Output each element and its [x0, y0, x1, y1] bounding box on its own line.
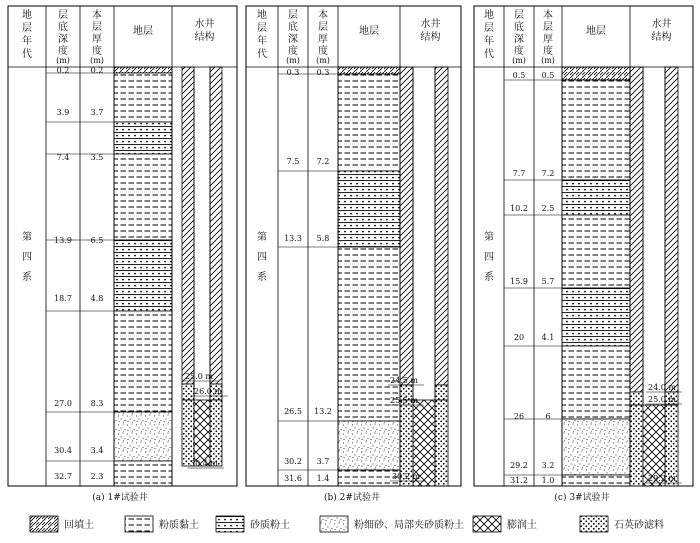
header-thickness [318, 8, 328, 57]
layer-thickness: 4.8 [90, 294, 104, 303]
header-thickness: 度 [543, 46, 553, 57]
header-era: 层 [22, 23, 32, 34]
layer-thickness: 6.5 [90, 236, 104, 245]
header-thickness: 度 [92, 46, 102, 57]
era-label: 系 [257, 272, 267, 283]
header-thickness: 本 [92, 10, 102, 21]
era-label: 系 [484, 272, 494, 283]
header-era: 地 [484, 10, 494, 21]
era-label: 系 [22, 272, 32, 283]
header-bottom-depth: 深 [288, 34, 298, 45]
header-era [257, 8, 267, 60]
well-casing-left [400, 67, 413, 385]
legend-label: 砂质粉土 [250, 520, 290, 531]
well-depth-label: 25.5 m [390, 396, 418, 405]
stratum-layer-sandy [114, 122, 172, 154]
layer-thickness: 0.2 [90, 66, 104, 75]
legend-label: 粉细砂、局部夹砂质粉土 [354, 520, 464, 531]
well-depth-label: 25.0 m [648, 395, 676, 404]
well-casing-left [182, 67, 194, 384]
header-bottom-depth: 底 [288, 22, 298, 33]
layer-bottom-depth: 13.9 [54, 236, 72, 245]
header-bottom-depth: 底 [58, 22, 68, 33]
header-bottom-depth: 层 [58, 10, 68, 21]
layer-bottom-depth: 31.2 [510, 476, 528, 485]
stratum-layer-clay [562, 346, 630, 419]
stratum-layer-clay [114, 311, 172, 412]
layer-thickness: 0.3 [316, 68, 330, 77]
legend-label: 粉质黏土 [159, 520, 199, 531]
era-label: 第 [22, 232, 32, 243]
stratum-layer-fine_sand [114, 412, 172, 461]
panel-caption: (a) 1#试验井 [92, 493, 148, 503]
panel-caption: (b) 2#试验井 [324, 493, 380, 503]
layer-bottom-depth: 32.7 [54, 472, 72, 481]
header-bottom-depth: 层 [288, 10, 298, 21]
layer-thickness: 3.2 [541, 461, 555, 470]
layer-thickness: 1.0 [541, 476, 555, 485]
legend-swatch-fill [30, 516, 58, 532]
layer-bottom-depth: 26 [513, 412, 525, 421]
header-thickness: 厚 [92, 34, 102, 45]
layer-bottom-depth: 27.0 [54, 399, 72, 408]
header-thickness [543, 8, 553, 57]
header-well: 水井 [194, 19, 215, 30]
well-panel-3 [474, 6, 693, 503]
stratum-layer-clay [562, 215, 630, 288]
quartz-filter-right [435, 400, 448, 486]
era-label: 四 [484, 252, 494, 263]
header-bottom-depth: 度 [58, 46, 68, 57]
stratum-layer-fine_sand [562, 419, 630, 475]
header-era: 年 [484, 36, 494, 47]
stratum-layer-sandy [338, 171, 400, 247]
legend-swatch-clay [125, 516, 153, 532]
bentonite-seal-left [630, 392, 643, 405]
well-depth-label: 29.2 m [648, 474, 676, 483]
header-well: 水井 [651, 19, 672, 30]
panel-caption: (c) 3#试验井 [554, 493, 610, 503]
layer-bottom-depth: 15.9 [510, 277, 528, 286]
layer-bottom-depth: 7.7 [512, 169, 526, 178]
layer-bottom-depth: 30.4 [54, 446, 72, 455]
layer-thickness: 2.5 [541, 204, 555, 213]
stratum-layer-sandy [562, 288, 630, 346]
layer-thickness: 7.2 [316, 157, 330, 166]
stratum-layer-clay [114, 73, 172, 122]
screen-section [194, 400, 210, 466]
header-well: 结构 [194, 32, 215, 43]
header-bottom-depth [58, 9, 68, 57]
legend-swatch-sandy [216, 516, 244, 532]
layer-bottom-depth: 0.5 [512, 71, 526, 80]
header-bottom-depth: 度 [288, 46, 298, 57]
layer-bottom-depth: 29.2 [510, 461, 528, 470]
well-casing-right [665, 67, 678, 392]
stratum-layer-fine_sand [338, 421, 400, 470]
era-label: 第 [257, 232, 267, 243]
layer-bottom-depth: 26.5 [284, 407, 302, 416]
layer-bottom-depth: 30.2 [284, 457, 302, 466]
layer-bottom-depth: 7.5 [286, 157, 300, 166]
era-label: 第 [484, 232, 494, 243]
well-casing-right [210, 67, 222, 384]
header-well: 结构 [651, 32, 672, 43]
layer-thickness: 0.5 [541, 71, 555, 80]
layer-thickness: 3.7 [90, 108, 104, 117]
header-bottom-depth [288, 9, 298, 57]
header-era: 地 [22, 10, 32, 21]
stratum-layer-clay [562, 80, 630, 180]
legend-label: 石英砂滤料 [614, 520, 664, 531]
layer-bottom-depth: 20 [513, 333, 525, 342]
header-era: 地 [257, 10, 267, 21]
header-thickness [92, 8, 102, 57]
header-stratum: 地层 [133, 26, 153, 37]
stratum-layer-fill [114, 67, 172, 73]
stratum-layer-clay [562, 475, 630, 486]
header-well: 结构 [420, 32, 441, 43]
well-casing-right [435, 67, 448, 385]
stratum-layer-sandy [114, 240, 172, 311]
legend-label: 膨润土 [507, 520, 537, 531]
header-bottom-depth [514, 9, 524, 57]
header-era [484, 8, 494, 60]
era-label: 四 [257, 252, 267, 263]
header-era: 年 [22, 36, 32, 47]
well-depth-label: 25.0 m [185, 372, 213, 381]
header-bottom-depth-unit: (m) [512, 56, 526, 65]
header-thickness: 本 [543, 10, 553, 21]
layer-thickness: 6 [545, 412, 551, 421]
bentonite-seal-right [435, 385, 448, 400]
header-bottom-depth: 深 [58, 34, 68, 45]
header-thickness: 本 [318, 10, 328, 21]
layer-thickness: 3.4 [90, 446, 104, 455]
header-era: 层 [257, 23, 267, 34]
era-label: 四 [22, 252, 32, 263]
era-label [484, 230, 494, 283]
header-era [22, 8, 32, 60]
header-thickness: 厚 [543, 34, 553, 45]
quartz-filter-left [630, 405, 643, 486]
quartz-filter-left [182, 400, 194, 466]
layer-bottom-depth: 10.2 [510, 204, 528, 213]
header-era: 代 [22, 49, 32, 60]
layer-thickness: 8.3 [90, 399, 104, 408]
layer-bottom-depth: 3.9 [56, 108, 70, 117]
header-bottom-depth: 底 [514, 22, 524, 33]
well-depth-label: 24.5 m [390, 376, 418, 385]
header-bottom-depth-unit: (m) [286, 56, 300, 65]
stratum-layer-clay [338, 74, 400, 171]
header-era: 代 [257, 49, 267, 60]
layer-thickness: 5.8 [316, 234, 330, 243]
layer-thickness: 3.7 [316, 457, 330, 466]
header-thickness: 厚 [318, 34, 328, 45]
layer-bottom-depth: 0.3 [286, 68, 300, 77]
well-depth-label: 26.0 m [194, 387, 222, 396]
well-casing-left [630, 67, 643, 392]
header-thickness-unit: (m) [316, 56, 330, 65]
header-bottom-depth-unit: (m) [56, 56, 70, 65]
header-era: 层 [484, 23, 494, 34]
layer-thickness: 4.1 [541, 333, 555, 342]
header-thickness-unit: (m) [541, 56, 555, 65]
header-thickness: 层 [318, 22, 328, 33]
stratum-layer-clay [338, 470, 400, 486]
legend-swatch-quartz [580, 516, 608, 532]
layer-thickness: 13.2 [314, 407, 332, 416]
stratum-layer-clay [338, 247, 400, 421]
layer-bottom-depth: 13.3 [284, 234, 302, 243]
header-stratum: 地层 [586, 26, 606, 37]
well-depth-label: 30.2 m [392, 472, 420, 481]
header-era: 年 [257, 36, 267, 47]
era-label [22, 230, 32, 283]
well-depth-label: 24.0 m [648, 383, 676, 392]
layer-thickness: 7.2 [541, 169, 555, 178]
quartz-filter-right [210, 400, 222, 466]
header-bottom-depth: 层 [514, 10, 524, 21]
stratum-layer-fill [338, 67, 400, 74]
header-bottom-depth: 度 [514, 46, 524, 57]
layer-bottom-depth: 31.6 [284, 474, 302, 483]
legend [30, 516, 664, 532]
legend-swatch-fine_sand [320, 516, 348, 532]
stratum-layer-fill [562, 67, 630, 80]
well-panel-2 [246, 6, 461, 503]
well-panel-1 [8, 6, 237, 503]
header-era: 代 [484, 49, 494, 60]
layer-bottom-depth: 0.2 [56, 66, 70, 75]
layer-thickness: 2.3 [90, 472, 104, 481]
legend-swatch-bentonite [473, 516, 501, 532]
stratum-layer-clay [114, 461, 172, 486]
header-stratum: 地层 [359, 26, 379, 37]
header-thickness: 层 [543, 22, 553, 33]
header-thickness: 层 [92, 22, 102, 33]
well-depth-label: 30.4 m [190, 459, 218, 468]
legend-label: 回填土 [64, 520, 94, 531]
layer-bottom-depth: 7.4 [56, 153, 70, 162]
layer-thickness: 5.7 [541, 277, 555, 286]
header-thickness-unit: (m) [90, 56, 104, 65]
layer-thickness: 1.4 [316, 474, 330, 483]
bentonite-seal-left [182, 384, 194, 400]
layer-thickness: 3.5 [90, 153, 104, 162]
layer-bottom-depth: 18.7 [54, 294, 72, 303]
header-well: 水井 [420, 19, 441, 30]
stratum-layer-sandy [562, 180, 630, 215]
header-thickness: 度 [318, 46, 328, 57]
era-label [257, 230, 267, 283]
stratum-layer-clay [114, 154, 172, 240]
header-bottom-depth: 深 [514, 34, 524, 45]
